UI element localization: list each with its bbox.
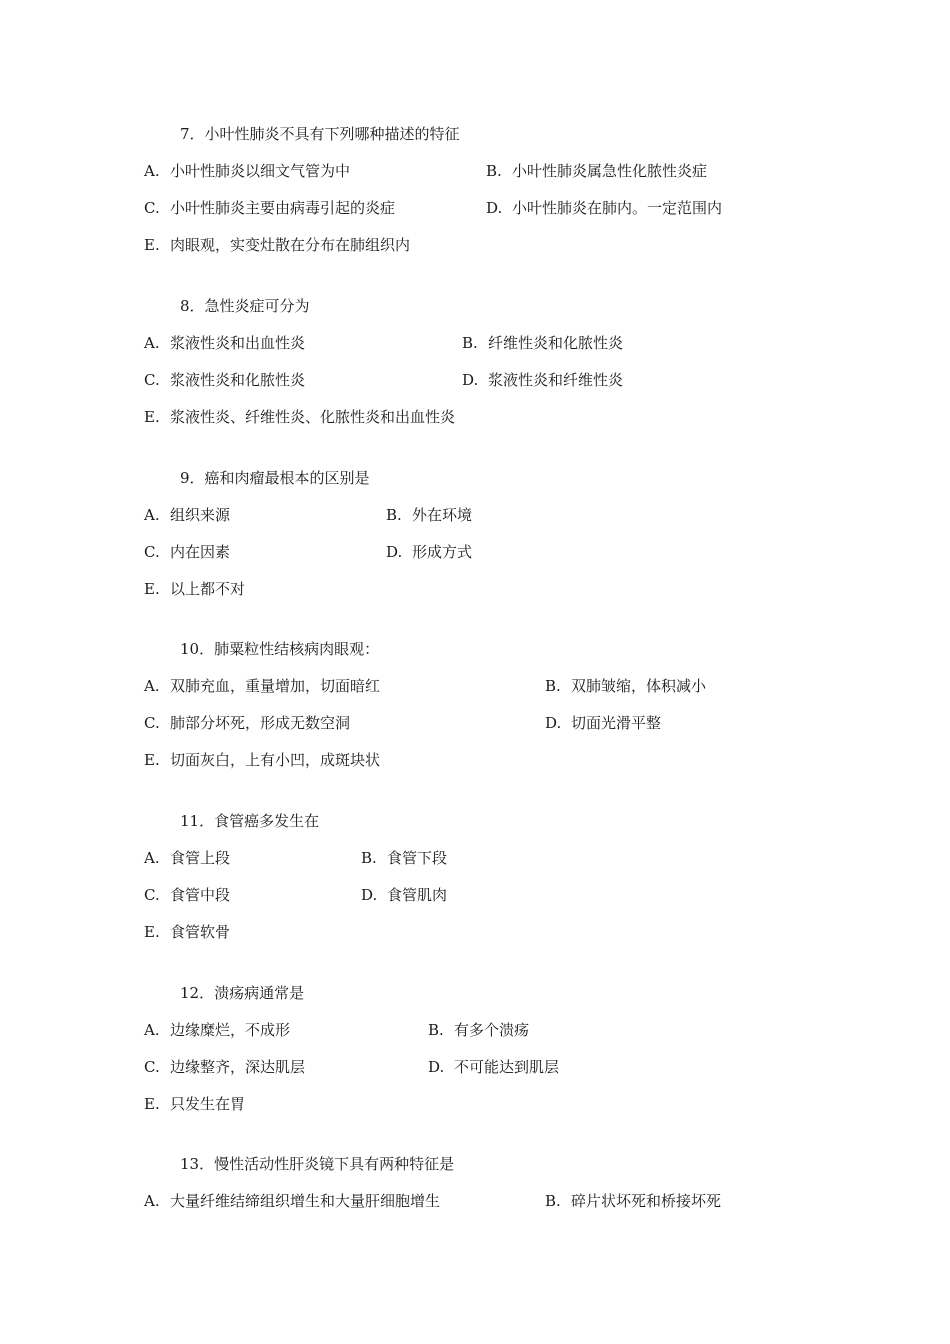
option-e: E. 切面灰白，上有小凹，成斑块状 — [144, 751, 381, 769]
question-7 — [144, 122, 844, 257]
question-stem: 12．溃疡病通常是 — [180, 984, 305, 1002]
option-a: A. 边缘糜烂，不成形 — [144, 1021, 291, 1039]
option-row — [144, 883, 844, 907]
option-row — [144, 159, 844, 183]
option-b: B. 双肺皱缩，体积减小 — [545, 677, 707, 695]
option-b: B. 纤维性炎和化脓性炎 — [462, 334, 624, 352]
option-c: C. 内在因素 — [144, 543, 231, 561]
option-row — [144, 540, 844, 564]
option-row — [144, 368, 844, 392]
option-b: B. 碎片状坏死和桥接坏死 — [545, 1192, 722, 1210]
option-row — [144, 577, 844, 601]
option-d: D. 形成方式 — [386, 543, 473, 561]
option-a: A. 浆液性炎和出血性炎 — [144, 334, 306, 352]
option-b: B. 外在环境 — [386, 506, 473, 524]
option-row — [144, 674, 844, 698]
option-d: D. 不可能达到肌层 — [428, 1058, 560, 1076]
option-d: D. 浆液性炎和纤维性炎 — [462, 371, 624, 389]
option-e: E. 浆液性炎、纤维性炎、化脓性炎和出血性炎 — [144, 408, 456, 426]
question-12 — [144, 981, 844, 1116]
question-11 — [144, 809, 844, 944]
question-stem: 11．食管癌多发生在 — [180, 812, 320, 830]
option-row — [144, 1189, 844, 1213]
question-stem: 10．肺粟粒性结核病肉眼观： — [180, 640, 380, 658]
option-c: C. 肺部分坏死，形成无数空洞 — [144, 714, 351, 732]
option-c: C. 食管中段 — [144, 886, 231, 904]
question-8 — [144, 294, 844, 429]
question-13 — [144, 1152, 844, 1213]
option-row — [144, 846, 844, 870]
option-row — [144, 196, 844, 220]
option-row — [144, 1055, 844, 1079]
question-stem: 9．癌和肉瘤最根本的区别是 — [180, 469, 370, 487]
option-a: A. 组织来源 — [144, 506, 231, 524]
option-row — [144, 920, 844, 944]
option-c: C. 浆液性炎和化脓性炎 — [144, 371, 306, 389]
option-e: E. 肉眼观，实变灶散在分布在肺组织内 — [144, 236, 411, 254]
question-stem: 8．急性炎症可分为 — [180, 297, 310, 315]
question-stem: 13．慢性活动性肝炎镜下具有两种特征是 — [180, 1155, 455, 1173]
option-row — [144, 331, 844, 355]
option-d: D. 切面光滑平整 — [545, 714, 662, 732]
option-b: B. 小叶性肺炎属急性化脓性炎症 — [486, 162, 708, 180]
option-d: D. 食管肌肉 — [361, 886, 448, 904]
option-a: A. 小叶性肺炎以细文气管为中 — [144, 162, 351, 180]
option-b: B. 有多个溃疡 — [428, 1021, 530, 1039]
option-row — [144, 1018, 844, 1042]
option-row — [144, 503, 844, 527]
option-row — [144, 711, 844, 735]
option-row — [144, 1092, 844, 1116]
option-e: E. 只发生在胃 — [144, 1095, 246, 1113]
option-a: A. 食管上段 — [144, 849, 231, 867]
option-row — [144, 748, 844, 772]
option-row — [144, 233, 844, 257]
option-a: A. 双肺充血，重量增加，切面暗红 — [144, 677, 381, 695]
option-a: A. 大量纤维结缔组织增生和大量肝细胞增生 — [144, 1192, 441, 1210]
question-stem: 7．小叶性肺炎不具有下列哪种描述的特征 — [180, 125, 460, 143]
option-e: E. 食管软骨 — [144, 923, 231, 941]
option-e: E. 以上都不对 — [144, 580, 246, 598]
question-10 — [144, 637, 844, 772]
option-c: C. 小叶性肺炎主要由病毒引起的炎症 — [144, 199, 396, 217]
option-b: B. 食管下段 — [361, 849, 448, 867]
question-9 — [144, 466, 844, 601]
option-c: C. 边缘整齐，深达肌层 — [144, 1058, 306, 1076]
option-d: D. 小叶性肺炎在肺内。一定范围内 — [486, 199, 723, 217]
option-row — [144, 405, 844, 429]
